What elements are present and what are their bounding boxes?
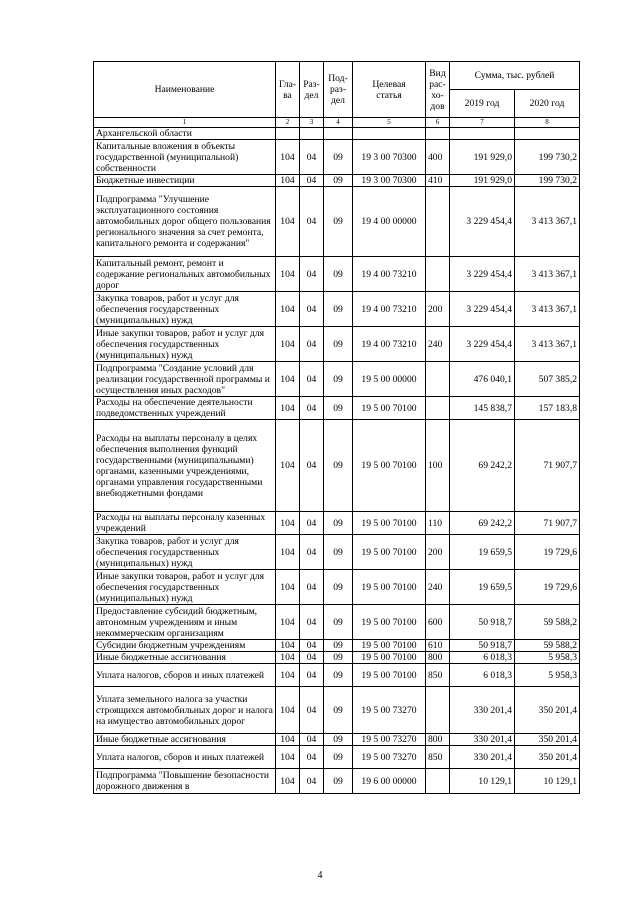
row-podrazdel: 09 [324, 257, 353, 292]
row-sum-2020: 3 413 367,1 [515, 327, 580, 362]
row-razdel: 04 [300, 187, 324, 257]
row-glava: 104 [276, 175, 300, 187]
table-row [94, 362, 580, 397]
row-razdel: 04 [300, 687, 324, 734]
row-name: Расходы на выплаты персоналу в целях обеспечения выполнения функций государственными (муниципальными) органами, казенными учреждениями, органами управления государственными внебюджетными фондами [94, 420, 276, 512]
header-name: Наименование [94, 62, 276, 118]
row-podrazdel: 09 [324, 734, 353, 746]
column-number: 7 [450, 118, 515, 128]
row-target-article: 19 5 00 70100 [353, 664, 426, 687]
column-number: 6 [426, 118, 450, 128]
row-sum-2019: 3 229 454,4 [450, 327, 515, 362]
row-sum-2020: 19 729,6 [515, 535, 580, 570]
row-expense-type: 240 [426, 327, 450, 362]
row-name: Иные бюджетные ассигнования [94, 652, 276, 664]
row-sum-2019: 3 229 454,4 [450, 187, 515, 257]
row-name: Подпрограмма "Повышение безопасности дорожного движения в [94, 769, 276, 794]
row-podrazdel: 09 [324, 175, 353, 187]
row-name: Подпрограмма "Создание условий для реализации государственной программы и осуществления иных расходов" [94, 362, 276, 397]
row-sum-2020 [515, 128, 580, 140]
row-target-article: 19 4 00 73210 [353, 257, 426, 292]
row-razdel: 04 [300, 420, 324, 512]
row-expense-type: 850 [426, 746, 450, 769]
column-number: 5 [353, 118, 426, 128]
row-sum-2019: 3 229 454,4 [450, 257, 515, 292]
header-razdel: Раз- дел [300, 62, 324, 118]
row-name: Предоставление субсидий бюджетным, автономным учреждениям и иным некоммерческим организациям [94, 605, 276, 640]
table-row [94, 746, 580, 769]
row-name: Подпрограмма "Улучшение эксплуатационного состояния автомобильных дорог общего пользования регионального значения за счет ремонта, капитального ремонта и содержания" [94, 187, 276, 257]
column-number: 4 [324, 118, 353, 128]
row-sum-2020: 199 730,2 [515, 175, 580, 187]
row-sum-2020: 350 201,4 [515, 746, 580, 769]
row-sum-2020: 199 730,2 [515, 140, 580, 175]
row-name: Капитальный ремонт, ремонт и содержание региональных автомобильных дорог [94, 257, 276, 292]
row-glava: 104 [276, 420, 300, 512]
row-razdel: 04 [300, 327, 324, 362]
table-row [94, 570, 580, 605]
row-glava: 104 [276, 292, 300, 327]
row-expense-type [426, 687, 450, 734]
row-podrazdel: 09 [324, 187, 353, 257]
header-vid: Вид рас- хо- дов [426, 62, 450, 118]
column-number: 1 [94, 118, 276, 128]
row-glava: 104 [276, 257, 300, 292]
row-expense-type: 850 [426, 664, 450, 687]
table-row [94, 187, 580, 257]
row-sum-2020: 5 958,3 [515, 652, 580, 664]
table-row [94, 327, 580, 362]
row-podrazdel [324, 128, 353, 140]
row-podrazdel: 09 [324, 746, 353, 769]
row-sum-2019: 69 242,2 [450, 420, 515, 512]
row-podrazdel: 09 [324, 652, 353, 664]
row-target-article: 19 5 00 70100 [353, 640, 426, 652]
row-expense-type [426, 187, 450, 257]
row-razdel: 04 [300, 640, 324, 652]
row-expense-type: 800 [426, 652, 450, 664]
row-razdel: 04 [300, 769, 324, 794]
row-sum-2020: 3 413 367,1 [515, 292, 580, 327]
row-sum-2019: 476 040,1 [450, 362, 515, 397]
row-glava: 104 [276, 734, 300, 746]
row-sum-2020: 3 413 367,1 [515, 187, 580, 257]
row-target-article: 19 5 00 70100 [353, 535, 426, 570]
row-name: Капитальные вложения в объекты государственной (муниципальной) собственности [94, 140, 276, 175]
row-name: Уплата налогов, сборов и иных платежей [94, 664, 276, 687]
table-row [94, 687, 580, 734]
row-sum-2019: 145 838,7 [450, 397, 515, 420]
table-row [94, 652, 580, 664]
row-target-article: 19 5 00 00000 [353, 362, 426, 397]
header-glava: Гла- ва [276, 62, 300, 118]
row-glava: 104 [276, 640, 300, 652]
table-row [94, 292, 580, 327]
row-target-article: 19 4 00 00000 [353, 187, 426, 257]
row-expense-type: 410 [426, 175, 450, 187]
table-row [94, 605, 580, 640]
row-razdel [300, 128, 324, 140]
row-expense-type: 100 [426, 420, 450, 512]
row-name: Закупка товаров, работ и услуг для обеспечения государственных (муниципальных) нужд [94, 535, 276, 570]
page-number: 4 [317, 870, 323, 881]
row-glava: 104 [276, 327, 300, 362]
row-target-article: 19 5 00 70100 [353, 570, 426, 605]
row-glava: 104 [276, 605, 300, 640]
row-target-article: 19 3 00 70300 [353, 175, 426, 187]
row-sum-2019: 50 918,7 [450, 605, 515, 640]
row-sum-2019: 191 929,0 [450, 175, 515, 187]
row-podrazdel: 09 [324, 362, 353, 397]
row-glava: 104 [276, 664, 300, 687]
row-glava: 104 [276, 362, 300, 397]
row-sum-2020: 350 201,4 [515, 734, 580, 746]
table-row [94, 257, 580, 292]
row-sum-2020: 19 729,6 [515, 570, 580, 605]
row-podrazdel: 09 [324, 292, 353, 327]
table-row [94, 769, 580, 794]
row-name: Уплата налогов, сборов и иных платежей [94, 746, 276, 769]
row-razdel: 04 [300, 140, 324, 175]
table-row [94, 420, 580, 512]
row-sum-2019: 3 229 454,4 [450, 292, 515, 327]
row-sum-2020: 507 385,2 [515, 362, 580, 397]
row-name: Уплата земельного налога за участки строящихся автомобильных дорог и налога на имущество автомобильных дорог [94, 687, 276, 734]
row-sum-2019: 10 129,1 [450, 769, 515, 794]
table-row [94, 140, 580, 175]
row-sum-2019: 69 242,2 [450, 512, 515, 535]
row-target-article: 19 3 00 70300 [353, 140, 426, 175]
table-row [94, 175, 580, 187]
row-razdel: 04 [300, 570, 324, 605]
row-target-article: 19 5 00 73270 [353, 746, 426, 769]
table-row [94, 397, 580, 420]
row-razdel: 04 [300, 512, 324, 535]
budget-table [93, 61, 580, 794]
row-razdel: 04 [300, 362, 324, 397]
row-sum-2019: 330 201,4 [450, 746, 515, 769]
row-sum-2019: 19 659,5 [450, 535, 515, 570]
header-target: Целевая статья [353, 62, 426, 118]
header-2020: 2020 год [515, 90, 580, 118]
row-glava: 104 [276, 512, 300, 535]
row-sum-2019 [450, 128, 515, 140]
table-row [94, 535, 580, 570]
row-name: Расходы на обеспечение деятельности подведомственных учреждений [94, 397, 276, 420]
row-expense-type: 200 [426, 535, 450, 570]
row-expense-type [426, 769, 450, 794]
row-glava: 104 [276, 140, 300, 175]
row-name: Иные закупки товаров, работ и услуг для обеспечения государственных (муниципальных) нужд [94, 327, 276, 362]
row-target-article: 19 6 00 00000 [353, 769, 426, 794]
row-podrazdel: 09 [324, 605, 353, 640]
row-glava: 104 [276, 746, 300, 769]
header-sum: Сумма, тыс. рублей [450, 62, 580, 90]
row-name: Расходы на выплаты персоналу казенных учреждений [94, 512, 276, 535]
row-target-article: 19 5 00 70100 [353, 652, 426, 664]
row-sum-2019: 50 918,7 [450, 640, 515, 652]
row-glava: 104 [276, 570, 300, 605]
row-razdel: 04 [300, 734, 324, 746]
table-body [94, 128, 580, 794]
row-sum-2020: 10 129,1 [515, 769, 580, 794]
row-target-article [353, 128, 426, 140]
row-sum-2020: 157 183,8 [515, 397, 580, 420]
row-sum-2019: 19 659,5 [450, 570, 515, 605]
row-expense-type: 200 [426, 292, 450, 327]
row-podrazdel: 09 [324, 140, 353, 175]
row-razdel: 04 [300, 292, 324, 327]
row-target-article: 19 5 00 70100 [353, 397, 426, 420]
row-sum-2019: 191 929,0 [450, 140, 515, 175]
row-sum-2020: 59 588,2 [515, 640, 580, 652]
row-podrazdel: 09 [324, 664, 353, 687]
row-podrazdel: 09 [324, 535, 353, 570]
row-name: Закупка товаров, работ и услуг для обеспечения государственных (муниципальных) нужд [94, 292, 276, 327]
row-glava: 104 [276, 187, 300, 257]
row-razdel: 04 [300, 746, 324, 769]
row-podrazdel: 09 [324, 512, 353, 535]
row-razdel: 04 [300, 664, 324, 687]
row-expense-type: 400 [426, 140, 450, 175]
row-expense-type [426, 397, 450, 420]
table-row [94, 640, 580, 652]
row-razdel: 04 [300, 605, 324, 640]
row-glava: 104 [276, 397, 300, 420]
row-podrazdel: 09 [324, 769, 353, 794]
row-expense-type: 240 [426, 570, 450, 605]
row-target-article: 19 4 00 73210 [353, 327, 426, 362]
row-sum-2020: 5 958,3 [515, 664, 580, 687]
column-number: 8 [515, 118, 580, 128]
row-target-article: 19 5 00 70100 [353, 420, 426, 512]
row-expense-type [426, 128, 450, 140]
row-podrazdel: 09 [324, 420, 353, 512]
row-expense-type: 600 [426, 605, 450, 640]
row-expense-type: 610 [426, 640, 450, 652]
row-expense-type: 800 [426, 734, 450, 746]
column-number: 3 [300, 118, 324, 128]
row-name: Архангельской области [94, 128, 276, 140]
row-sum-2019: 330 201,4 [450, 734, 515, 746]
row-glava: 104 [276, 652, 300, 664]
row-sum-2019: 6 018,3 [450, 664, 515, 687]
column-number: 2 [276, 118, 300, 128]
row-podrazdel: 09 [324, 687, 353, 734]
row-glava: 104 [276, 769, 300, 794]
row-expense-type: 110 [426, 512, 450, 535]
row-sum-2020: 71 907,7 [515, 420, 580, 512]
row-podrazdel: 09 [324, 640, 353, 652]
row-razdel: 04 [300, 652, 324, 664]
row-sum-2020: 59 588,2 [515, 605, 580, 640]
row-razdel: 04 [300, 535, 324, 570]
row-glava: 104 [276, 535, 300, 570]
row-razdel: 04 [300, 175, 324, 187]
row-name: Иные закупки товаров, работ и услуг для обеспечения государственных (муниципальных) нужд [94, 570, 276, 605]
row-razdel: 04 [300, 257, 324, 292]
row-sum-2020: 71 907,7 [515, 512, 580, 535]
row-target-article: 19 4 00 73210 [353, 292, 426, 327]
row-expense-type [426, 257, 450, 292]
row-target-article: 19 5 00 73270 [353, 734, 426, 746]
row-name: Бюджетные инвестиции [94, 175, 276, 187]
row-glava [276, 128, 300, 140]
table-row [94, 734, 580, 746]
row-sum-2020: 3 413 367,1 [515, 257, 580, 292]
row-podrazdel: 09 [324, 327, 353, 362]
row-expense-type [426, 362, 450, 397]
row-target-article: 19 5 00 70100 [353, 512, 426, 535]
row-glava: 104 [276, 687, 300, 734]
row-podrazdel: 09 [324, 570, 353, 605]
row-name: Иные бюджетные ассигнования [94, 734, 276, 746]
row-sum-2019: 6 018,3 [450, 652, 515, 664]
row-target-article: 19 5 00 70100 [353, 605, 426, 640]
header-podrazdel: Под- раз- дел [324, 62, 353, 118]
header-2019: 2019 год [450, 90, 515, 118]
table-row [94, 664, 580, 687]
row-sum-2019: 330 201,4 [450, 687, 515, 734]
row-podrazdel: 09 [324, 397, 353, 420]
row-name: Субсидии бюджетным учреждениям [94, 640, 276, 652]
row-sum-2020: 350 201,4 [515, 687, 580, 734]
table-row [94, 128, 580, 140]
row-target-article: 19 5 00 73270 [353, 687, 426, 734]
row-razdel: 04 [300, 397, 324, 420]
table-row [94, 512, 580, 535]
